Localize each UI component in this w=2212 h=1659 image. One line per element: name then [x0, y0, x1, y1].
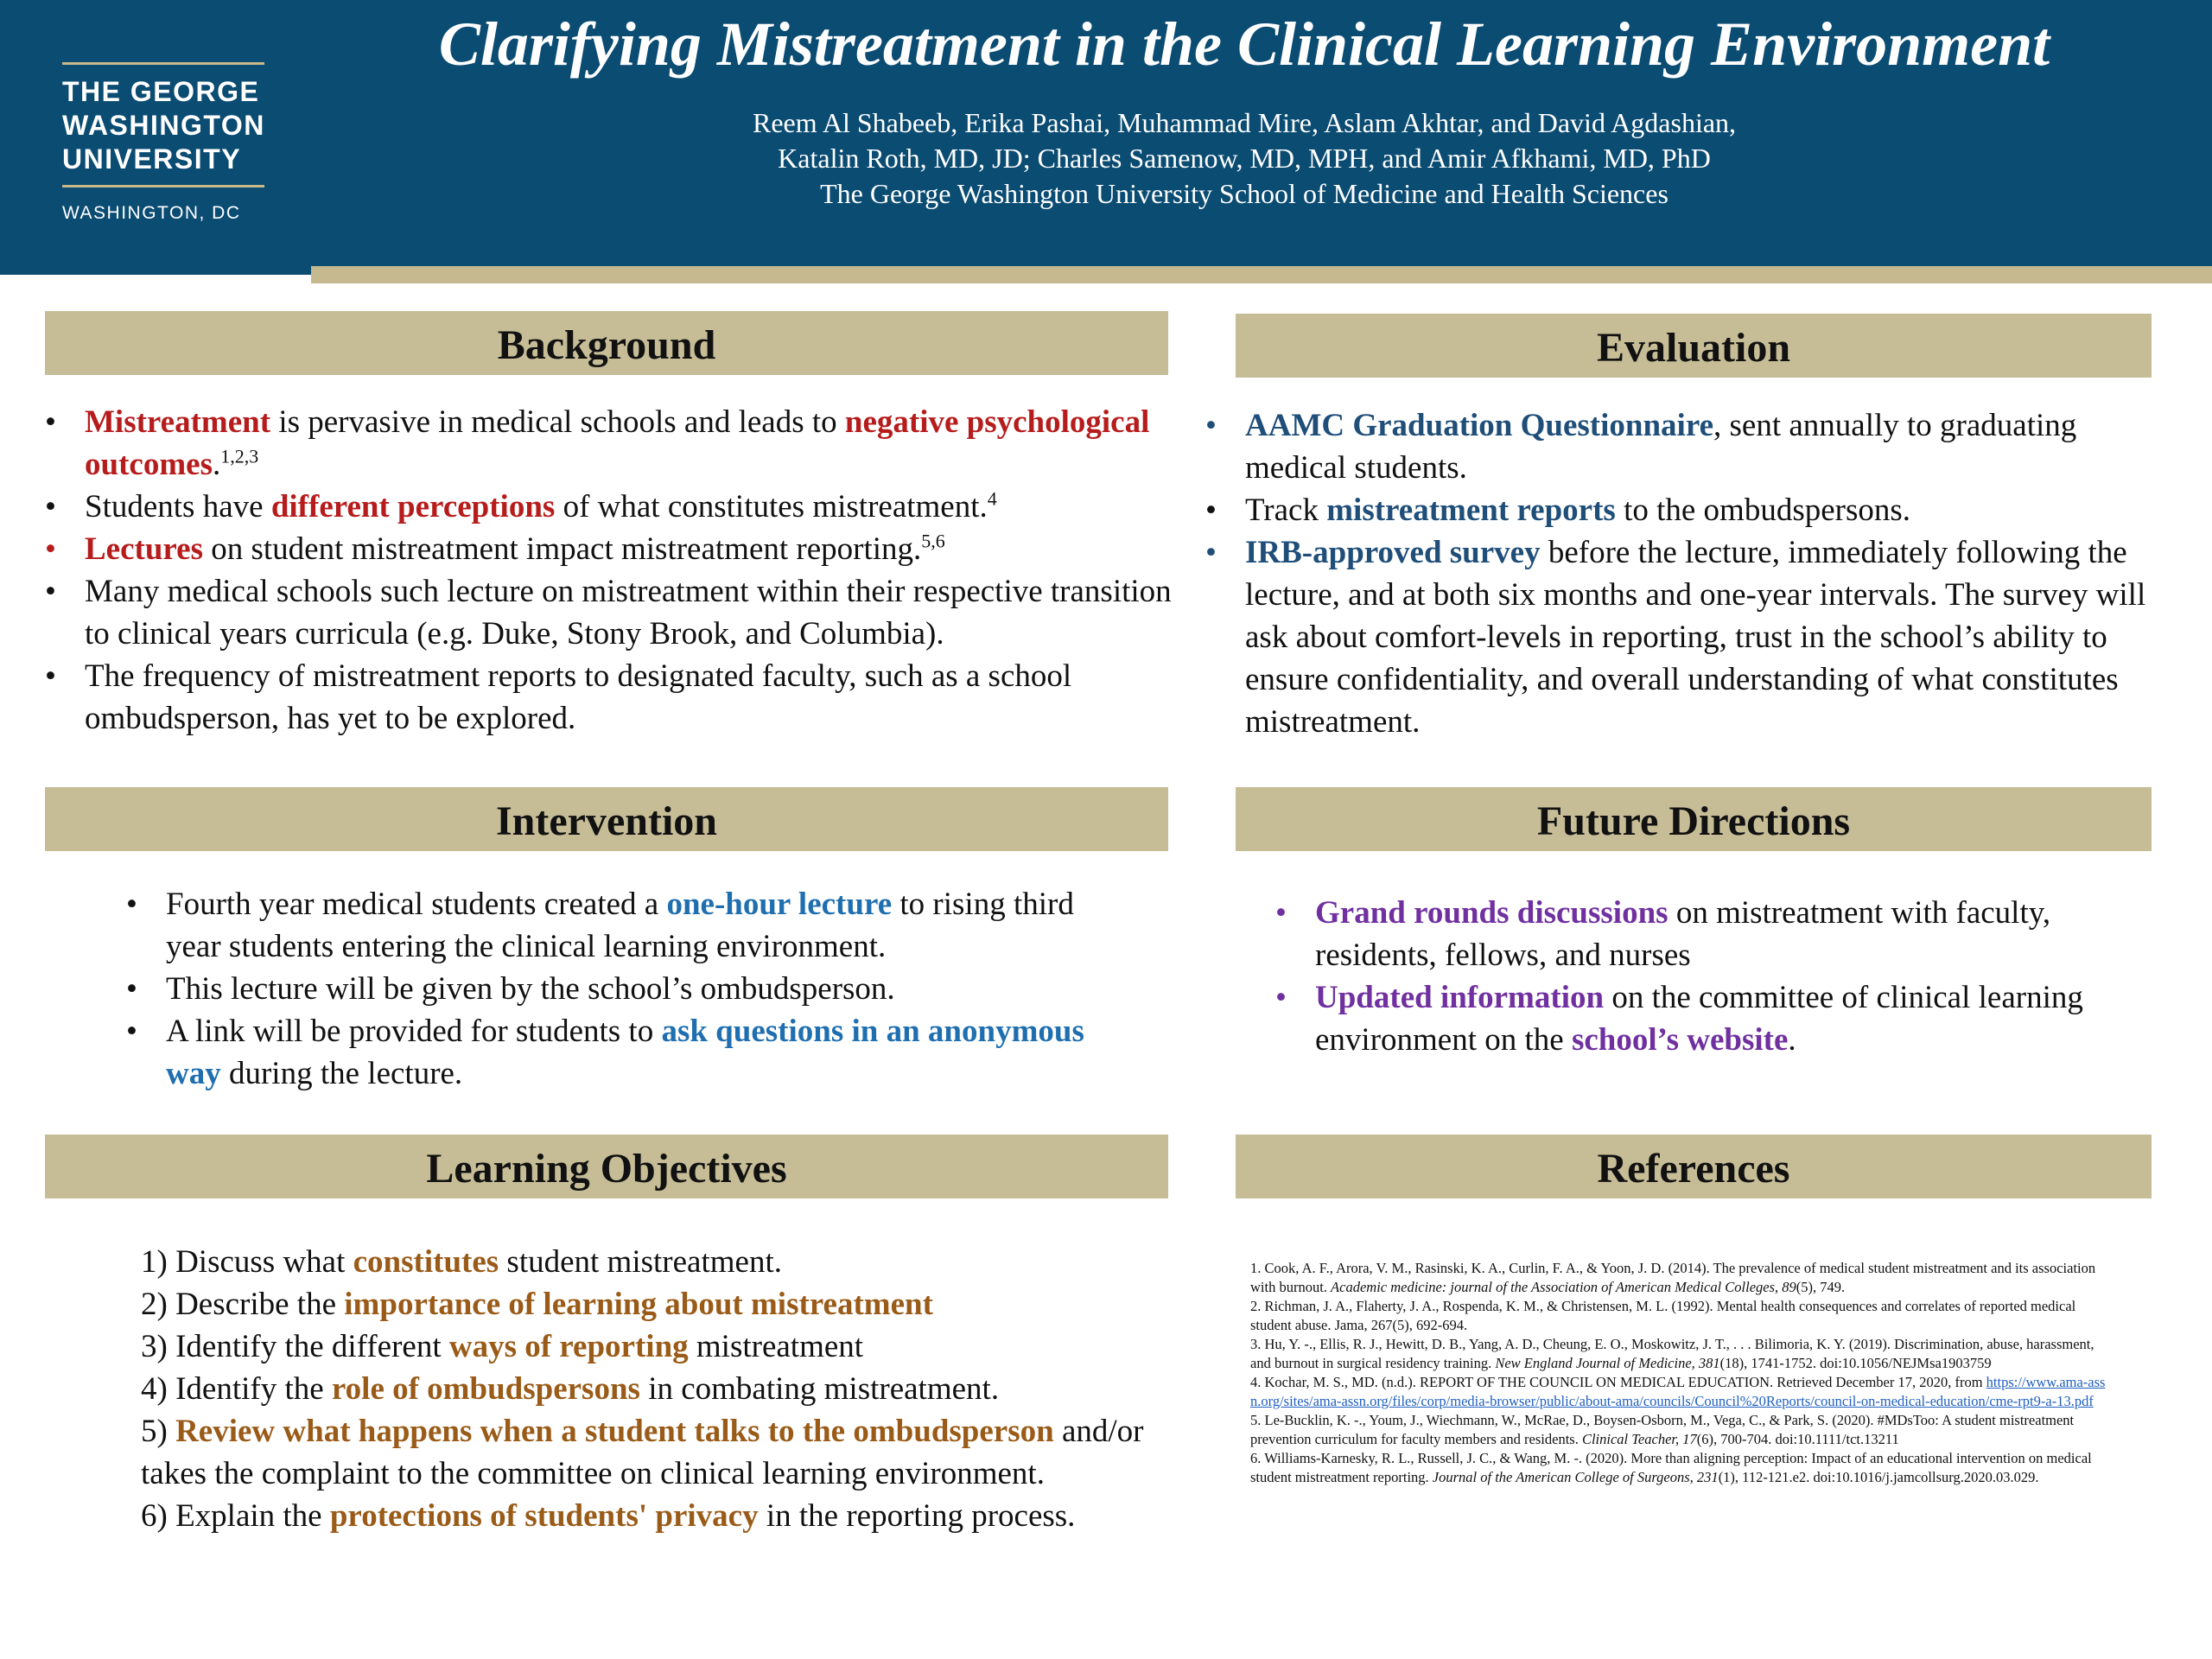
- authors-line-2: Katalin Roth, MD, JD; Charles Samenow, MD, MPH, and Amir Afkhami, MD, PhD: [778, 143, 1711, 174]
- poster-authors: [294, 105, 2195, 212]
- bullet-text: [1315, 980, 2083, 1058]
- highlight: role of ombudspersons: [331, 1371, 640, 1407]
- list-item: [126, 968, 1120, 1010]
- future-directions-list: [1275, 892, 2139, 1061]
- text: on student mistreatment impact mistreatment reporting.: [203, 531, 922, 567]
- references-list: [1250, 1259, 2114, 1487]
- reference-link[interactable]: https://www.ama-assn.org/sites/ama-assn.org/files/corp/media-browser/public/about-ama/councils/Council%20Reports/council-on-medical-education/cme-rpt9-a-13.pdf: [1250, 1374, 2106, 1409]
- list-item: [1205, 531, 2164, 743]
- bullet-text: [166, 1014, 1084, 1091]
- text: (1), 112-121.e2. doi:10.1016/j.jamcollsurg.2020.03.029.: [1718, 1469, 2039, 1485]
- highlight: constitutes: [353, 1244, 499, 1280]
- text: in combating mistreatment.: [639, 1371, 1000, 1407]
- highlight: one-hour lecture: [666, 887, 893, 922]
- list-item: [1275, 892, 2139, 976]
- list-item: [126, 883, 1120, 968]
- text: (5), 749.: [1796, 1279, 1846, 1295]
- bullet-icon: •: [45, 531, 56, 567]
- list-item: [45, 570, 1177, 655]
- text: student mistreatment.: [499, 1244, 782, 1280]
- future-directions-heading: Future Directions: [1236, 787, 2152, 851]
- bullet-icon: •: [126, 971, 137, 1007]
- bullet-text: [1245, 408, 2076, 486]
- list-item: [45, 486, 1177, 528]
- citation: 1,2,3: [220, 445, 259, 467]
- highlight: ways of reporting: [448, 1329, 689, 1364]
- text: to rising third year students entering the clinical learning environment.: [166, 887, 1074, 964]
- text: Fourth year medical students created a: [166, 887, 667, 922]
- bullet-text: [85, 404, 1149, 482]
- text: is pervasive in medical schools and leads to: [270, 404, 845, 440]
- highlight: Lectures: [85, 531, 203, 567]
- highlight: AAMC Graduation Questionnaire: [1245, 408, 1714, 443]
- list-item: [1275, 976, 2139, 1061]
- background-heading: Background: [45, 311, 1168, 375]
- affiliation: The George Washington University School of Medicine and Health Sciences: [820, 178, 1669, 209]
- learning-objectives-list: [141, 1241, 1195, 1537]
- references-heading: References: [1236, 1135, 2152, 1198]
- bullet-icon: •: [45, 574, 56, 609]
- text: .: [1788, 1022, 1796, 1058]
- highlight: IRB-approved survey: [1245, 535, 1541, 570]
- text: 3) Identify the different: [141, 1329, 449, 1364]
- bullet-icon: •: [45, 658, 56, 694]
- text: (6), 700-704. doi:10.1111/tct.13211: [1696, 1431, 1899, 1447]
- objective-item: [141, 1241, 1195, 1283]
- journal: Clinical Teacher, 17: [1581, 1431, 1697, 1447]
- bullet-text: This lecture will be given by the school’s ombudsperson.: [166, 971, 895, 1007]
- text: Students have: [85, 489, 271, 524]
- logo-location: WASHINGTON, DC: [62, 203, 241, 223]
- list-item: [126, 1010, 1120, 1095]
- bullet-icon: •: [1205, 535, 1217, 570]
- bullet-icon: •: [45, 404, 56, 440]
- authors-line-1: Reem Al Shabeeb, Erika Pashai, Muhammad Mire, Aslam Akhtar, and David Agdashian,: [752, 107, 1737, 138]
- university-logo: [62, 62, 264, 224]
- list-item: [45, 655, 1177, 740]
- journal: Academic medicine: journal of the Association of American Medical Colleges, 89: [1331, 1279, 1796, 1295]
- list-item: [1205, 404, 2164, 489]
- reference-item: [1250, 1259, 2114, 1297]
- highlight: negative psychological outcomes: [85, 404, 1150, 482]
- objective-item: [141, 1410, 1195, 1495]
- intervention-heading: Intervention: [45, 787, 1168, 851]
- journal: New England Journal of Medicine, 381: [1495, 1355, 1720, 1371]
- evaluation-list: [1205, 404, 2164, 743]
- reference-item: 2. Richman, J. A., Flaherty, J. A., Rospenda, K. M., & Christensen, M. L. (1992). Mental health consequences and correlates of reported medical student abuse. Jama, 267(5), 692-694.: [1250, 1298, 2076, 1333]
- text: 4) Identify the: [141, 1371, 332, 1407]
- bullet-icon: •: [126, 887, 137, 922]
- list-item: [1205, 489, 2164, 531]
- text: of what constitutes mistreatment.: [555, 489, 988, 524]
- bullet-icon: •: [1205, 493, 1217, 528]
- text: 3. Hu, Y. -., Ellis, R. J., Hewitt, D. B., Yang, A. D., Cheung, E. O., Moskowitz, J. T., . . . Bilimoria, K. Y. (2019). Discrimination, abuse, harassment, and burnout in surgical residency training.: [1250, 1336, 2094, 1371]
- background-list: [45, 401, 1177, 740]
- highlight: Updated information: [1315, 980, 1605, 1015]
- text: 6) Explain the: [141, 1498, 330, 1534]
- list-item: [45, 401, 1177, 486]
- text: 4. Kochar, M. S., MD. (n.d.). REPORT OF THE COUNCIL ON MEDICAL EDUCATION. Retrieved December 17, 2020, from: [1250, 1374, 1986, 1390]
- text: Track: [1245, 493, 1327, 528]
- text: on the committee of clinical learning environment on the: [1315, 980, 2083, 1058]
- text: 1) Discuss what: [141, 1244, 353, 1280]
- logo-bottom-rule: [62, 185, 264, 188]
- bullet-text: [1245, 535, 2145, 740]
- bullet-icon: •: [1275, 895, 1287, 931]
- text: (18), 1741-1752. doi:10.1056/NEJMsa1903759: [1719, 1355, 1992, 1371]
- citation: 4: [987, 487, 997, 510]
- text: during the lecture.: [220, 1056, 463, 1091]
- bullet-icon: •: [126, 1014, 137, 1049]
- bullet-text: The frequency of mistreatment reports to designated faculty, such as a school ombudsperson, has yet to be explored.: [85, 658, 1072, 736]
- bullet-text: [85, 489, 997, 524]
- bullet-icon: •: [45, 489, 56, 524]
- reference-item: [1250, 1411, 2114, 1449]
- text: on mistreatment with faculty, residents, fellows, and nurses: [1315, 895, 2051, 973]
- logo-line-3: UNIVERSITY: [62, 143, 242, 175]
- list-item: [45, 528, 1177, 570]
- reference-item: [1250, 1335, 2114, 1373]
- highlight: Review what happens when a student talks to the ombudsperson: [175, 1414, 1054, 1449]
- reference-item: [1250, 1449, 2114, 1487]
- highlight: mistreatment reports: [1326, 493, 1616, 528]
- bullet-text: Many medical schools such lecture on mistreatment within their respective transition to clinical years curricula (e.g. Duke, Stony Brook, and Columbia).: [85, 574, 1172, 652]
- header-gold-strip: [311, 266, 2212, 283]
- highlight: protections of students' privacy: [329, 1498, 759, 1534]
- text: in the reporting process.: [758, 1498, 1076, 1534]
- bullet-text: [1245, 493, 1910, 528]
- poster-title: Clarifying Mistreatment in the Clinical Learning Environment: [438, 10, 2050, 79]
- highlight: different perceptions: [270, 489, 556, 524]
- logo-line-2: WASHINGTON: [62, 110, 265, 141]
- text: 5. Le-Bucklin, K. -., Youm, J., Wiechmann, W., McRae, D., Boysen-Osborn, M., Vega, C., & Park, S. (2020). #MDsToo: A student mistreatment prevention curriculum for faculty members and residents.: [1250, 1412, 2075, 1447]
- bullet-text: [85, 531, 945, 567]
- bullet-icon: •: [1275, 980, 1287, 1015]
- reference-item: [1250, 1373, 2114, 1411]
- intervention-list: [126, 883, 1120, 1095]
- text: mistreatment: [688, 1329, 864, 1364]
- journal: Journal of the American College of Surgeons, 231: [1432, 1469, 1719, 1485]
- objective-item: [141, 1283, 1195, 1325]
- objective-item: [141, 1368, 1195, 1410]
- bullet-text: [166, 887, 1074, 964]
- bullet-icon: •: [1205, 408, 1217, 443]
- text: 6. Williams-Karnesky, R. L., Russell, J. C., & Wang, M. -. (2020). More than aligning perception: Impact of an educational intervention on medical student mistreatment reporting.: [1250, 1450, 2092, 1485]
- text: 2) Describe the: [141, 1287, 345, 1322]
- learning-objectives-heading: Learning Objectives: [45, 1135, 1168, 1198]
- text: A link will be provided for students to: [166, 1014, 662, 1049]
- highlight: school’s website: [1571, 1022, 1789, 1058]
- text: .: [212, 447, 221, 482]
- text: before the lecture, immediately following the lecture, and at both six months and one-year intervals. The survey will ask about comfort-levels in reporting, trust in the school’s ability to ensure confidentiality, and overall understanding of what constitutes mistreatment.: [1245, 535, 2146, 740]
- highlight: importance of learning about mistreatment: [344, 1287, 933, 1322]
- objective-item: [141, 1495, 1195, 1537]
- logo-line-1: THE GEORGE: [62, 76, 260, 107]
- evaluation-heading: Evaluation: [1236, 314, 2152, 378]
- text: to the ombudspersons.: [1615, 493, 1911, 528]
- highlight: Grand rounds discussions: [1315, 895, 1669, 931]
- text: 1. Cook, A. F., Arora, V. M., Rasinski, K. A., Curlin, F. A., & Yoon, J. D. (2014). The prevalence of medical student mistreatment and its association with burnout.: [1250, 1260, 2096, 1295]
- highlight: ask questions in an anonymous way: [166, 1014, 1084, 1091]
- objective-item: [141, 1325, 1195, 1368]
- highlight: Mistreatment: [85, 404, 271, 440]
- text: 5): [141, 1414, 176, 1449]
- bullet-text: [1315, 895, 2050, 973]
- text: and/or takes the complaint to the committee on clinical learning environment.: [141, 1414, 1144, 1491]
- text: , sent annually to graduating medical students.: [1245, 408, 2077, 486]
- citation: 5,6: [921, 530, 945, 552]
